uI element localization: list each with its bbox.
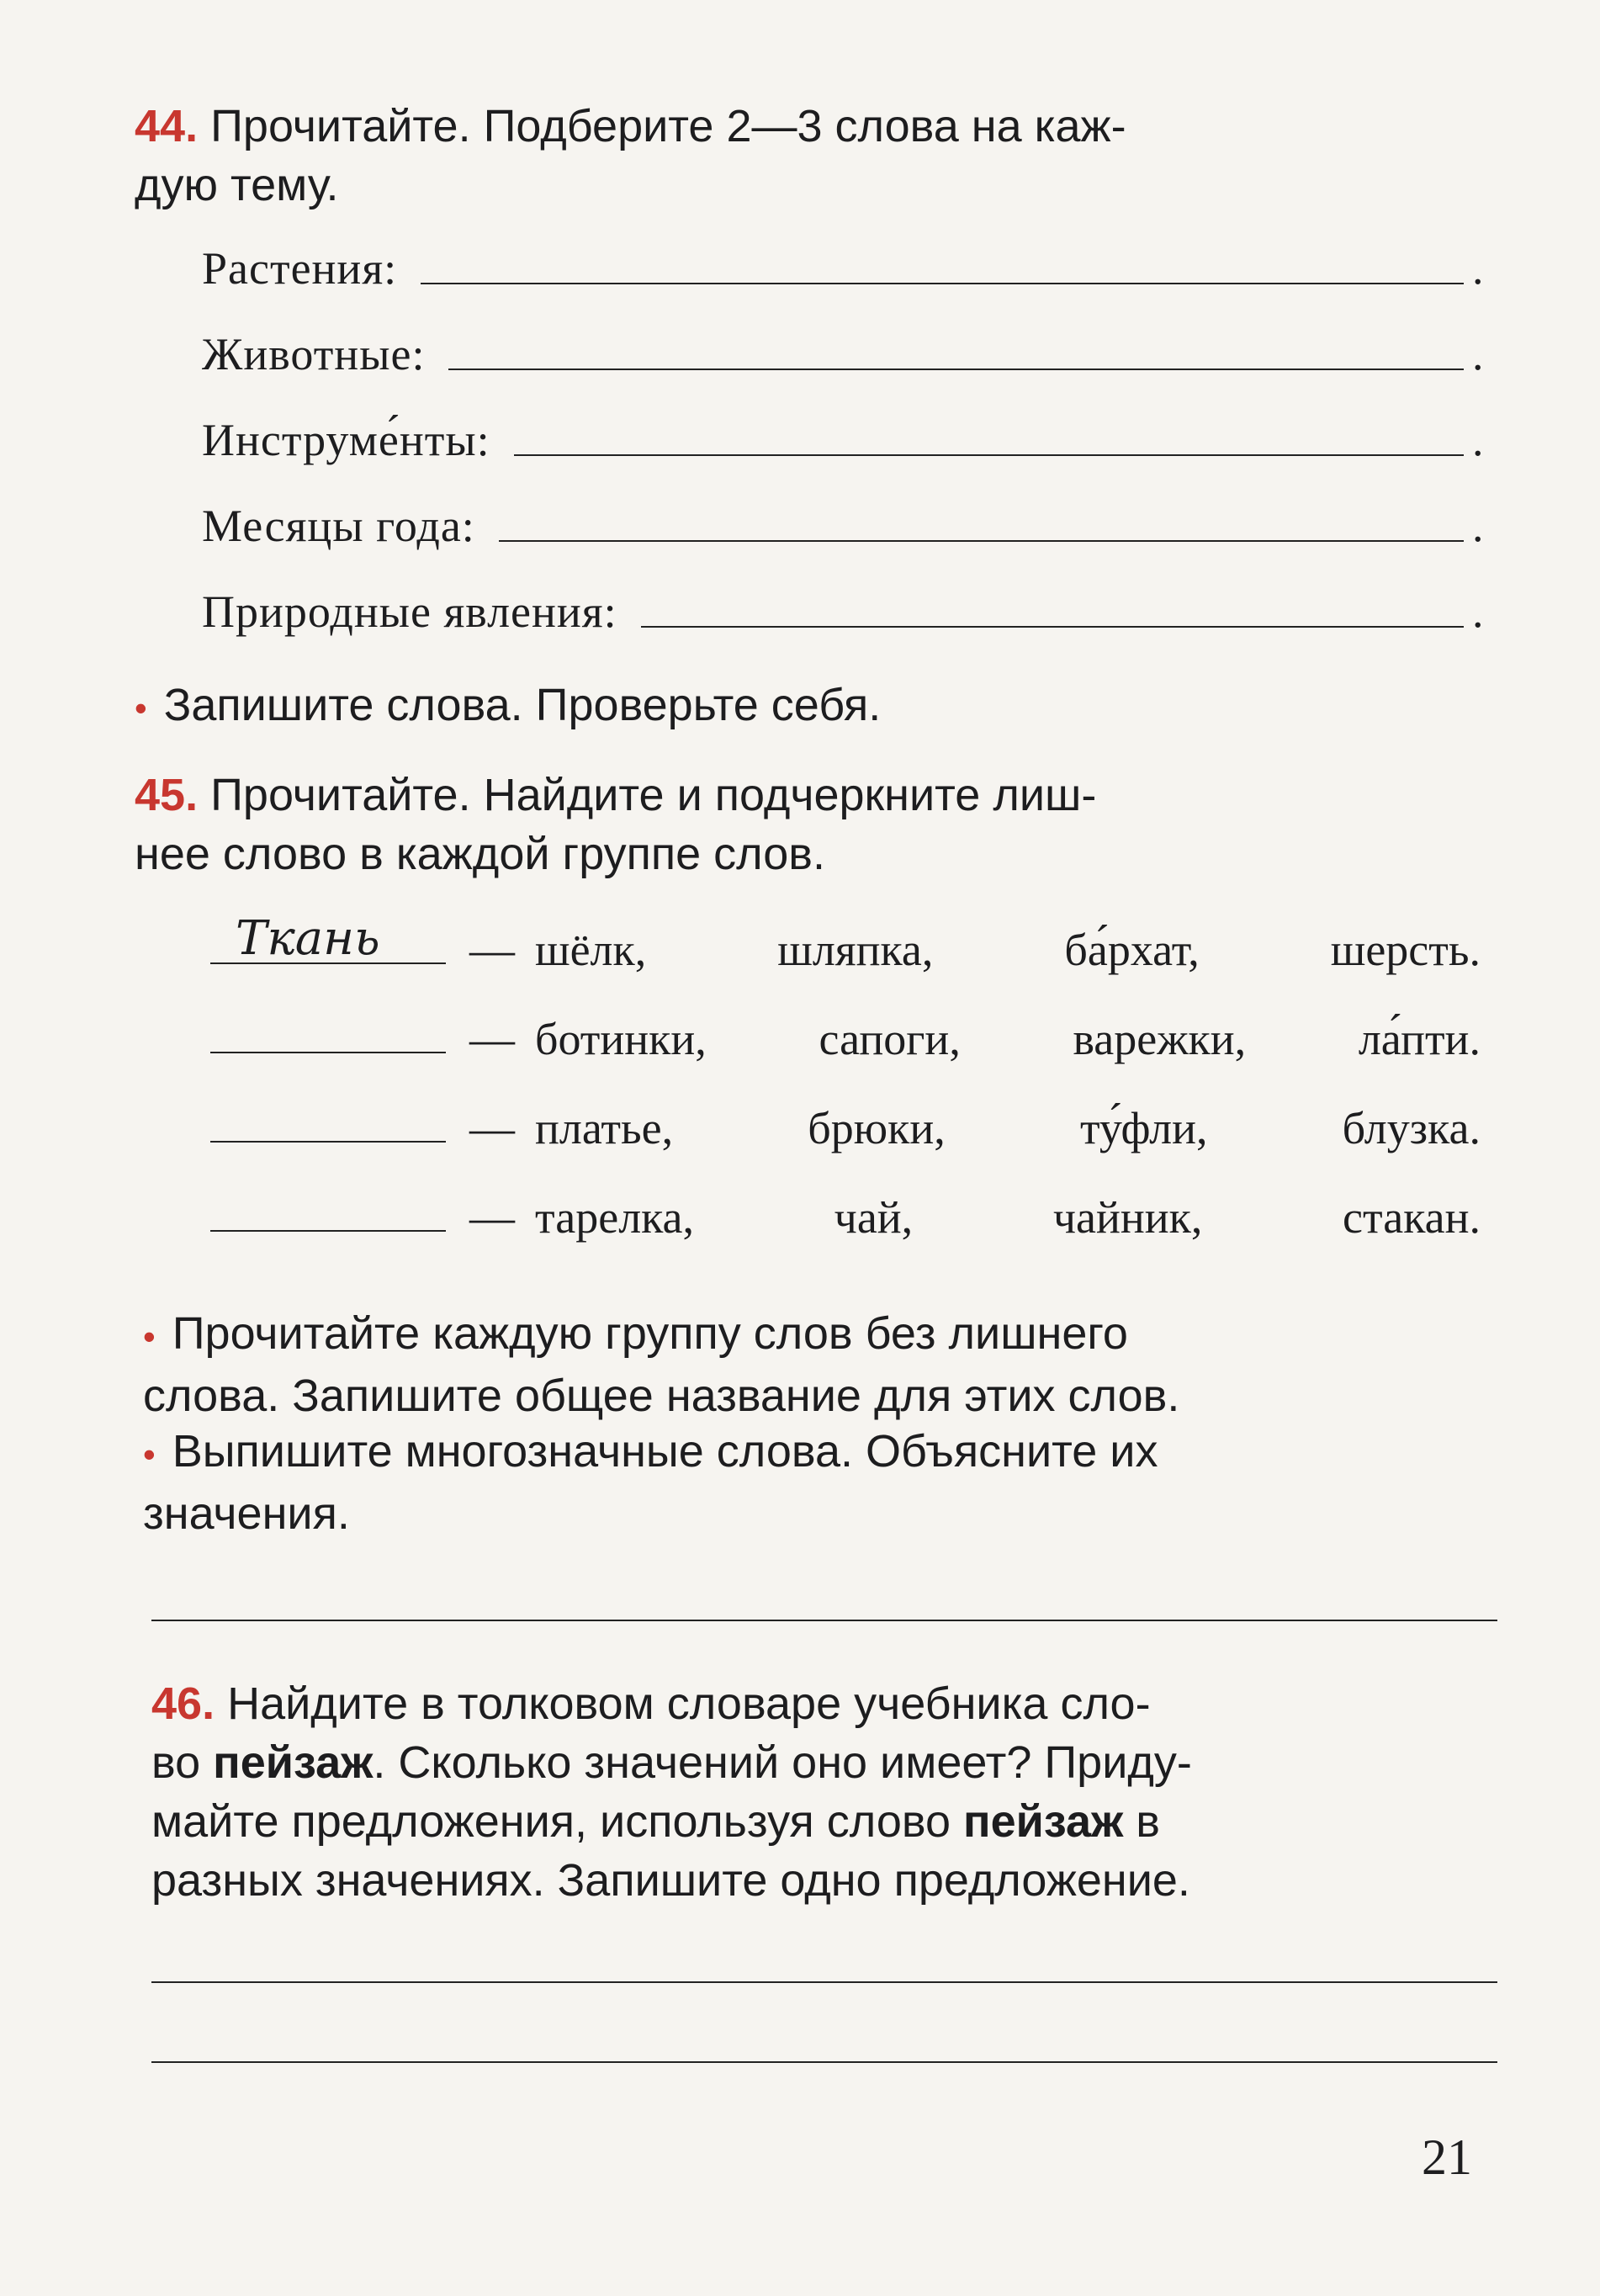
ex45-task2-line1: Выпишите многозначные слова. Объясните их <box>172 1426 1158 1477</box>
word-group-2: — ботинки, сапоги, варежки, ла́пти. <box>210 998 1481 1065</box>
topic-row-months[interactable]: Месяцы года: . <box>202 501 1484 551</box>
group-word[interactable]: шерсть. <box>1330 925 1481 975</box>
topic-row-instruments[interactable]: Инструме́нты: . <box>202 415 1484 465</box>
ex46-answer-line-2[interactable] <box>151 2061 1497 2063</box>
ex44-text-line1: Прочитайте. Подберите 2—3 слова на каж- <box>210 101 1126 151</box>
ex46-number: 46. <box>151 1678 215 1729</box>
group-answer-blank[interactable] <box>210 1230 446 1232</box>
ex45-text-line2: нее слово в каждой группе слов. <box>135 829 825 879</box>
group-word[interactable]: шёлк, <box>535 925 647 975</box>
topic-label: Месяцы года: <box>202 501 475 551</box>
ex45-task1 <box>143 1304 1489 1425</box>
word-group-4: — тарелка, чай, чайник, стакан. <box>210 1176 1481 1243</box>
keyword-peyzazh: пейзаж <box>213 1737 374 1788</box>
ex44-task <box>135 676 1481 738</box>
group-word[interactable]: ла́пти. <box>1358 1014 1481 1064</box>
ex45-text-line1: Прочитайте. Найдите и подчеркните лиш- <box>210 770 1097 820</box>
ex44-text-line2: дую тему. <box>135 160 339 210</box>
ex46-answer-line-1[interactable] <box>151 1981 1497 1983</box>
keyword-peyzazh: пейзаж <box>963 1796 1124 1847</box>
answer-line[interactable] <box>421 283 1464 284</box>
bullet-icon: • <box>143 1434 156 1474</box>
answer-line[interactable] <box>448 369 1464 370</box>
ex45-task2 <box>143 1422 1489 1543</box>
topic-label: Животные: <box>202 329 426 379</box>
group-word[interactable]: ту́фли, <box>1079 1103 1208 1153</box>
group-word[interactable]: чай, <box>834 1192 914 1243</box>
word-group-3: — платье, брюки, ту́фли, блузка. <box>210 1087 1481 1154</box>
topic-label: Растения: <box>202 243 398 294</box>
group-word[interactable]: ба́рхат, <box>1064 925 1200 975</box>
group-word[interactable]: ботинки, <box>535 1014 707 1064</box>
bullet-icon: • <box>135 688 147 728</box>
ex46-line1: Найдите в толковом словаре учебника сло- <box>227 1678 1151 1729</box>
group-word[interactable]: блузка. <box>1342 1103 1481 1153</box>
topic-row-plants[interactable]: Растения: . <box>202 243 1484 294</box>
ex45-number: 45. <box>135 770 199 820</box>
ex46-line4: разных значениях. Запишите одно предложение. <box>151 1855 1190 1906</box>
group-word[interactable]: шляпка, <box>777 925 934 975</box>
answer-line[interactable] <box>499 540 1464 542</box>
topic-row-natural-phenomena[interactable]: Природные явления: . <box>202 586 1484 637</box>
group-word[interactable]: брюки, <box>808 1103 946 1153</box>
group-word[interactable]: стакан. <box>1343 1192 1481 1243</box>
page-number: 21 <box>1422 2129 1472 2185</box>
ex46-instruction: 46. Найдите в толковом словаре учебника сло- во пейзаж. Сколько значений оно имеет? Приду- майте предложения, используя слово пейзаж в разных значениях. Запишите одно предложение. <box>151 1678 1192 1906</box>
ex44-task-text: Запишите слова. Проверьте себя. <box>163 680 882 730</box>
group-word[interactable]: тарелка, <box>535 1192 695 1243</box>
group-word[interactable]: сапоги, <box>819 1014 961 1064</box>
ex45-task1-line2: слова. Запишите общее название для этих слов. <box>143 1371 1180 1421</box>
ex45-task1-line1: Прочитайте каждую группу слов без лишнего <box>172 1308 1128 1359</box>
ex45-task2-line2: значения. <box>143 1488 350 1539</box>
group-word[interactable]: платье, <box>535 1103 674 1153</box>
group-answer-blank[interactable] <box>210 1141 446 1143</box>
answer-line[interactable] <box>641 626 1464 628</box>
topic-label: Инструме́нты: <box>202 415 490 465</box>
ex45-instruction <box>135 766 1481 883</box>
handwritten-answer: Ткань <box>236 911 380 966</box>
answer-line[interactable] <box>514 454 1464 456</box>
word-group-1: Ткань — шёлк, шляпка, ба́рхат, шерсть. <box>210 909 1481 976</box>
bullet-icon: • <box>143 1317 156 1356</box>
topic-row-animals[interactable]: Животные: . <box>202 329 1484 379</box>
ex44-number: 44. <box>135 101 199 151</box>
group-word[interactable]: варежки, <box>1073 1014 1247 1064</box>
group-answer-blank[interactable] <box>210 911 446 966</box>
ex44-instruction <box>135 97 1481 215</box>
ex45-answer-line[interactable] <box>151 1620 1497 1621</box>
topic-label: Природные явления: <box>202 586 617 637</box>
group-answer-blank[interactable] <box>210 1052 446 1053</box>
group-word[interactable]: чайник, <box>1052 1192 1203 1243</box>
